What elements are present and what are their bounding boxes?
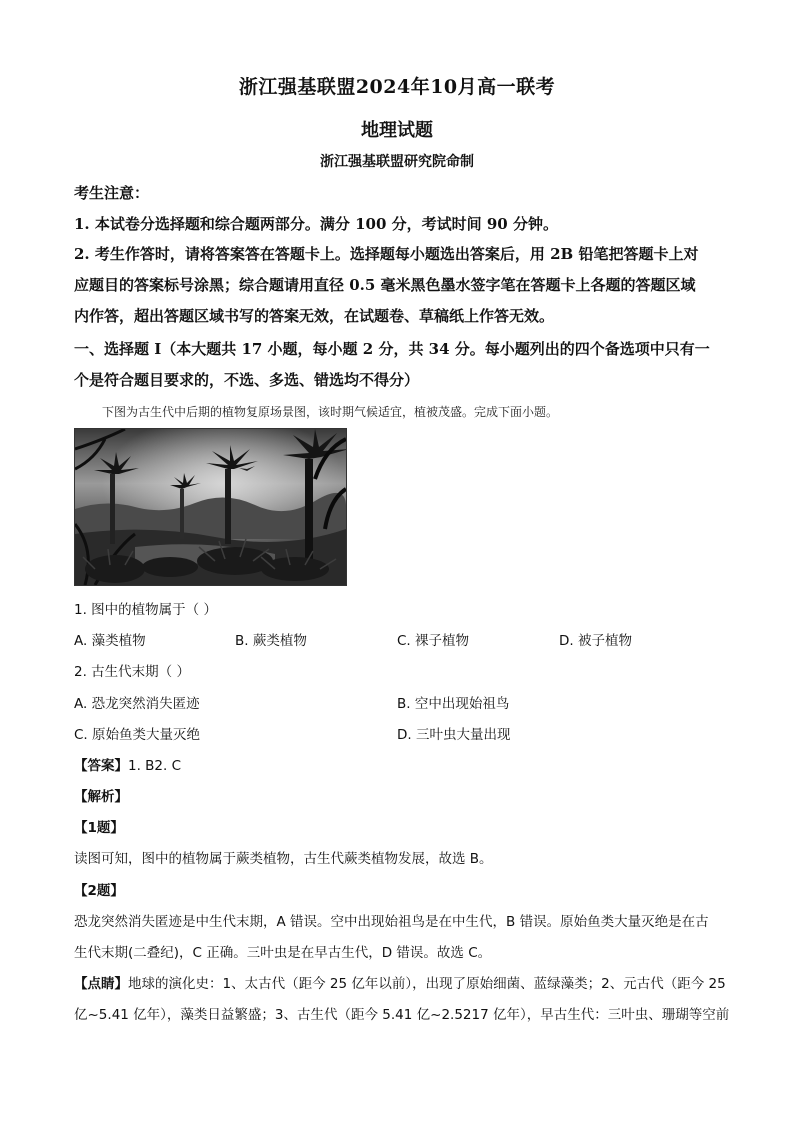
q2-option-d[interactable]: D. 三叶虫大量出现 bbox=[397, 727, 511, 743]
q1-option-d[interactable]: D. 被子植物 bbox=[559, 633, 632, 649]
q2-option-c[interactable]: C. 原始鱼类大量灭绝 bbox=[74, 727, 201, 743]
notice-item-2-line-2: 应题目的答案标号涂黑；综合题请用直径 0.5 毫米黑色墨水签字笔在答题卡上各题的答题区域 bbox=[74, 276, 696, 294]
section-heading-line-1: 一、选择题 I（本大题共 17 小题，每小题 2 分，共 34 分。每小题列出的四个备选项中只有一 bbox=[74, 340, 710, 358]
analysis-q2-line-1: 恐龙突然消失匿迹是中生代末期，A 错误。空中出现始祖鸟是在中生代，B 错误。原始鱼类大量灭绝是在古 bbox=[74, 914, 709, 930]
analysis-q1-label: 【1题】 bbox=[74, 820, 124, 836]
question-2-stem: 2. 古生代末期（ ） bbox=[74, 664, 190, 680]
tip-line-1 bbox=[74, 972, 726, 992]
answer-label: 【答案】 bbox=[74, 758, 128, 774]
notice-item-2-line-1: 2. 考生作答时，请将答案答在答题卡上。选择题每小题选出答案后，用 2B 铅笔把答题卡上对 bbox=[74, 245, 699, 263]
section-heading-line-2: 个是符合题目要求的，不选、多选、错选均不得分） bbox=[74, 371, 420, 389]
analysis-q2-line-2: 生代末期(二叠纪)，C 正确。三叶虫是在早古生代，D 错误。故选 C。 bbox=[74, 945, 492, 961]
q2-option-b[interactable]: B. 空中出现始祖鸟 bbox=[397, 696, 510, 712]
analysis-label: 【解析】 bbox=[74, 789, 128, 805]
answer-line bbox=[74, 754, 181, 774]
question-1-stem: 1. 图中的植物属于（ ） bbox=[74, 602, 217, 618]
paleozoic-plant-scene-image bbox=[74, 428, 347, 586]
fern-forest-illustration bbox=[75, 429, 346, 585]
notice-item-1: 1. 本试卷分选择题和综合题两部分。满分 100 分，考试时间 90 分钟。 bbox=[74, 215, 558, 233]
question-intro: 下图为古生代中后期的植物复原场景图，该时期气候适宜，植被茂盛。完成下面小题。 bbox=[102, 405, 559, 419]
notice-heading: 考生注意： bbox=[74, 184, 150, 202]
answer-value: 1. B2. C bbox=[128, 758, 182, 774]
q2-option-a[interactable]: A. 恐龙突然消失匿迹 bbox=[74, 696, 200, 712]
tip-line-2: 亿~5.41 亿年），藻类日益繁盛；3、古生代（距今 5.41 亿~2.5217 亿年），早古生代：三叶虫、珊瑚等空前 bbox=[74, 1007, 730, 1023]
q1-option-c[interactable]: C. 裸子植物 bbox=[397, 633, 470, 649]
issuer-line: 浙江强基联盟研究院命制 bbox=[320, 154, 474, 170]
q1-option-a[interactable]: A. 藻类植物 bbox=[74, 633, 146, 649]
q1-option-b[interactable]: B. 蕨类植物 bbox=[235, 633, 307, 649]
tip-label: 【点睛】 bbox=[74, 976, 128, 992]
analysis-q1-text: 读图可知，图中的植物属于蕨类植物，古生代蕨类植物发展，故选 B。 bbox=[74, 851, 493, 867]
tip-text-1: 地球的演化史：1、太古代（距今 25 亿年以前），出现了原始细菌、蓝绿藻类；2、元古代（距今 25 bbox=[128, 976, 726, 992]
subject-title: 地理试题 bbox=[361, 120, 433, 141]
notice-item-2-line-3: 内作答，超出答题区域书写的答案无效，在试题卷、草稿纸上作答无效。 bbox=[74, 307, 555, 325]
analysis-q2-label: 【2题】 bbox=[74, 883, 124, 899]
exam-title: 浙江强基联盟2024年10月高一联考 bbox=[238, 76, 556, 98]
